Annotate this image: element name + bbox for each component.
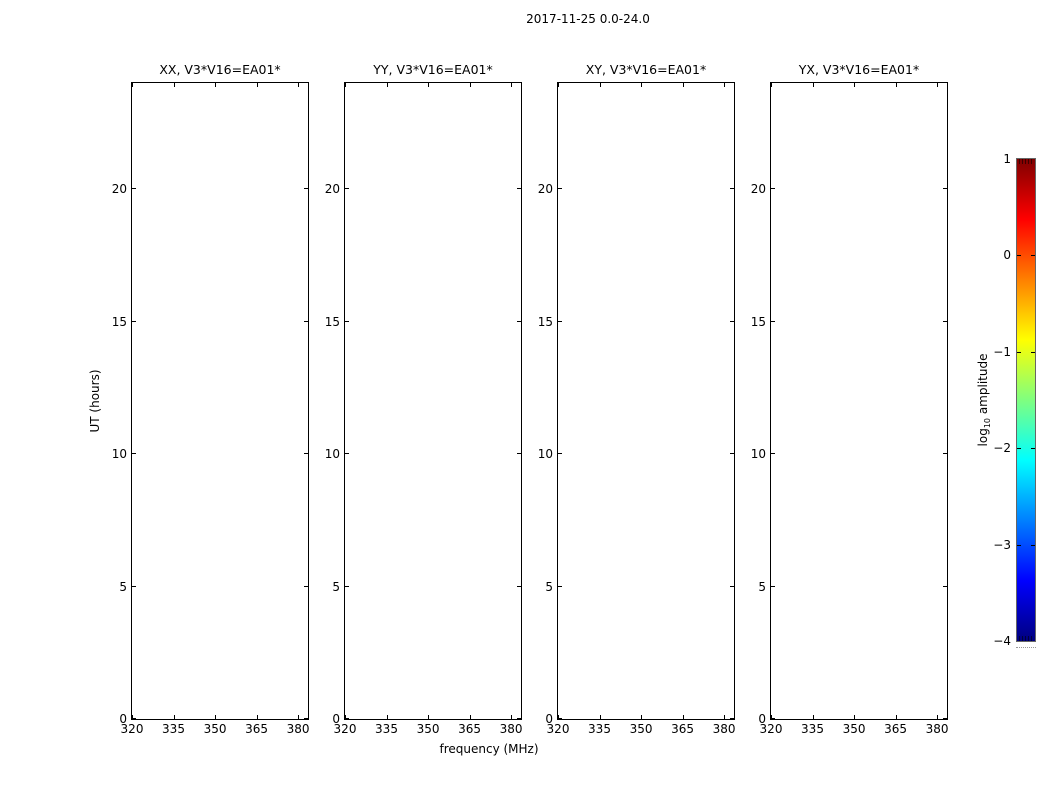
x-tick-label: 350	[203, 722, 227, 736]
x-tick-mark	[771, 83, 772, 87]
y-tick-mark	[132, 321, 136, 322]
x-tick-label: 380	[286, 722, 310, 736]
x-tick-mark	[387, 715, 388, 719]
y-tick-label: 15	[750, 314, 766, 329]
x-tick-mark	[511, 83, 512, 87]
x-tick-mark	[174, 715, 175, 719]
x-tick-mark	[937, 715, 938, 719]
y-tick-mark	[132, 718, 136, 719]
x-tick-mark	[428, 715, 429, 719]
y-tick-mark	[730, 188, 734, 189]
x-tick-label: 320	[333, 722, 357, 736]
y-tick-label: 10	[750, 446, 766, 461]
y-tick-mark	[943, 321, 947, 322]
x-tick-label: 335	[801, 722, 824, 736]
y-tick-mark	[558, 188, 562, 189]
x-tick-label: 335	[588, 722, 611, 736]
y-tick-label: 5	[119, 579, 127, 594]
y-tick-mark	[345, 586, 349, 587]
subplot-yy-title: YY, V3*V16=EA01*	[373, 62, 493, 77]
y-tick-mark	[517, 321, 521, 322]
y-tick-mark	[345, 321, 349, 322]
x-tick-mark	[854, 83, 855, 87]
subplot-xx	[111, 62, 310, 736]
y-tick-label: 10	[324, 446, 340, 461]
y-tick-mark	[730, 718, 734, 719]
x-tick-mark	[813, 715, 814, 719]
y-tick-mark	[345, 188, 349, 189]
colorbar-top-comb-marks	[1019, 159, 1033, 164]
x-tick-label: 365	[671, 722, 694, 736]
y-tick-label: 10	[537, 446, 553, 461]
figure-title: 2017-11-25 0.0-24.0	[526, 12, 650, 26]
y-tick-mark	[517, 718, 521, 719]
y-tick-mark	[771, 718, 775, 719]
y-tick-label: 10	[111, 446, 127, 461]
y-tick-mark	[943, 188, 947, 189]
x-tick-mark	[896, 83, 897, 87]
y-tick-mark	[558, 453, 562, 454]
y-tick-label: 0	[332, 712, 340, 726]
colorbar-label	[976, 354, 992, 447]
x-tick-mark	[215, 715, 216, 719]
y-tick-mark	[304, 188, 308, 189]
y-tick-label: 5	[332, 579, 340, 594]
x-tick-mark	[937, 83, 938, 87]
x-tick-label: 350	[629, 722, 653, 736]
x-tick-mark	[600, 83, 601, 87]
subplot-xx-title: XX, V3*V16=EA01*	[159, 62, 281, 77]
y-tick-mark	[558, 586, 562, 587]
colorbar-tick-label: −3	[993, 537, 1011, 552]
x-tick-mark	[600, 715, 601, 719]
x-tick-label: 365	[884, 722, 907, 736]
y-tick-label: 15	[537, 314, 553, 329]
x-tick-mark	[724, 83, 725, 87]
y-tick-mark	[771, 586, 775, 587]
y-tick-mark	[771, 453, 775, 454]
x-tick-mark	[387, 83, 388, 87]
x-tick-label: 350	[842, 722, 866, 736]
y-tick-label: 20	[324, 182, 340, 196]
y-tick-mark	[132, 188, 136, 189]
colorbar-tick-mark	[1017, 352, 1021, 353]
y-tick-mark	[771, 321, 775, 322]
y-tick-mark	[730, 453, 734, 454]
y-tick-label: 15	[111, 314, 127, 329]
x-tick-mark	[470, 83, 471, 87]
y-tick-mark	[730, 586, 734, 587]
x-tick-mark	[345, 83, 346, 87]
y-tick-label: 5	[545, 579, 553, 594]
colorbar-tick-label: 1	[1003, 152, 1011, 166]
y-tick-mark	[304, 453, 308, 454]
y-tick-label: 0	[545, 712, 553, 726]
y-tick-mark	[132, 453, 136, 454]
colorbar-label-log: log	[975, 428, 990, 447]
y-tick-mark	[345, 718, 349, 719]
colorbar-bottom-comb-marks	[1019, 636, 1033, 641]
x-tick-label: 365	[245, 722, 268, 736]
subplot-yy	[324, 62, 523, 736]
y-tick-mark	[517, 453, 521, 454]
y-tick-label: 5	[758, 579, 766, 594]
y-tick-label: 15	[324, 314, 340, 329]
y-tick-label: 20	[111, 182, 127, 196]
x-tick-mark	[724, 715, 725, 719]
colorbar-tick-label: −1	[993, 344, 1011, 359]
colorbar-tick-label: −4	[993, 634, 1011, 648]
y-tick-mark	[517, 188, 521, 189]
colorbar-tick-mark	[1017, 255, 1021, 256]
y-tick-label: 0	[119, 712, 127, 726]
x-tick-mark	[298, 715, 299, 719]
y-tick-mark	[943, 453, 947, 454]
x-tick-mark	[683, 83, 684, 87]
x-tick-mark	[215, 83, 216, 87]
colorbar-tick-mark	[1031, 352, 1035, 353]
y-tick-mark	[304, 718, 308, 719]
y-tick-mark	[304, 321, 308, 322]
colorbar-tick-label: 0	[1003, 248, 1011, 263]
x-tick-label: 380	[925, 722, 949, 736]
colorbar-label-subscript: 10	[983, 417, 993, 429]
y-tick-label: 20	[750, 182, 766, 196]
x-tick-label: 320	[120, 722, 144, 736]
y-tick-mark	[943, 718, 947, 719]
y-tick-mark	[304, 586, 308, 587]
x-tick-label: 380	[499, 722, 523, 736]
subplot-xy	[537, 62, 736, 736]
y-tick-mark	[517, 586, 521, 587]
x-axis-label: frequency (MHz)	[439, 742, 539, 756]
x-tick-mark	[813, 83, 814, 87]
x-tick-mark	[470, 715, 471, 719]
x-tick-mark	[641, 715, 642, 719]
colorbar-tick-mark	[1031, 255, 1035, 256]
y-tick-mark	[558, 321, 562, 322]
colorbar-label-amplitude: amplitude	[975, 353, 990, 418]
x-tick-label: 350	[416, 722, 440, 736]
y-tick-label: 0	[758, 712, 766, 726]
x-tick-mark	[683, 715, 684, 719]
x-tick-mark	[257, 83, 258, 87]
x-tick-mark	[896, 715, 897, 719]
x-tick-mark	[641, 83, 642, 87]
x-tick-label: 365	[458, 722, 481, 736]
x-tick-label: 335	[375, 722, 398, 736]
subplot-yx-title: YX, V3*V16=EA01*	[798, 62, 920, 77]
subplot-xy-title: XY, V3*V16=EA01*	[585, 62, 707, 77]
y-tick-label: 20	[537, 182, 553, 196]
subplot-yx	[750, 62, 949, 736]
colorbar-tick-mark	[1017, 545, 1021, 546]
x-tick-mark	[854, 715, 855, 719]
y-tick-mark	[558, 718, 562, 719]
x-tick-label: 335	[162, 722, 185, 736]
colorbar	[993, 152, 1036, 648]
x-tick-mark	[132, 83, 133, 87]
y-tick-mark	[771, 188, 775, 189]
colorbar-tick-mark	[1017, 448, 1021, 449]
x-tick-mark	[511, 715, 512, 719]
colorbar-tick-mark	[1031, 448, 1035, 449]
y-axis-label: UT (hours)	[88, 369, 102, 433]
x-tick-label: 380	[712, 722, 736, 736]
colorbar-tick-label: −2	[993, 441, 1011, 456]
x-tick-mark	[298, 83, 299, 87]
y-tick-mark	[943, 586, 947, 587]
y-tick-mark	[730, 321, 734, 322]
y-tick-mark	[345, 453, 349, 454]
x-tick-mark	[174, 83, 175, 87]
x-tick-mark	[257, 715, 258, 719]
x-tick-label: 320	[546, 722, 570, 736]
colorbar-tick-mark	[1031, 545, 1035, 546]
x-tick-mark	[428, 83, 429, 87]
y-tick-mark	[132, 586, 136, 587]
x-tick-mark	[558, 83, 559, 87]
colorbar-bottom-dotted-edge	[1016, 647, 1036, 648]
x-tick-label: 320	[759, 722, 783, 736]
